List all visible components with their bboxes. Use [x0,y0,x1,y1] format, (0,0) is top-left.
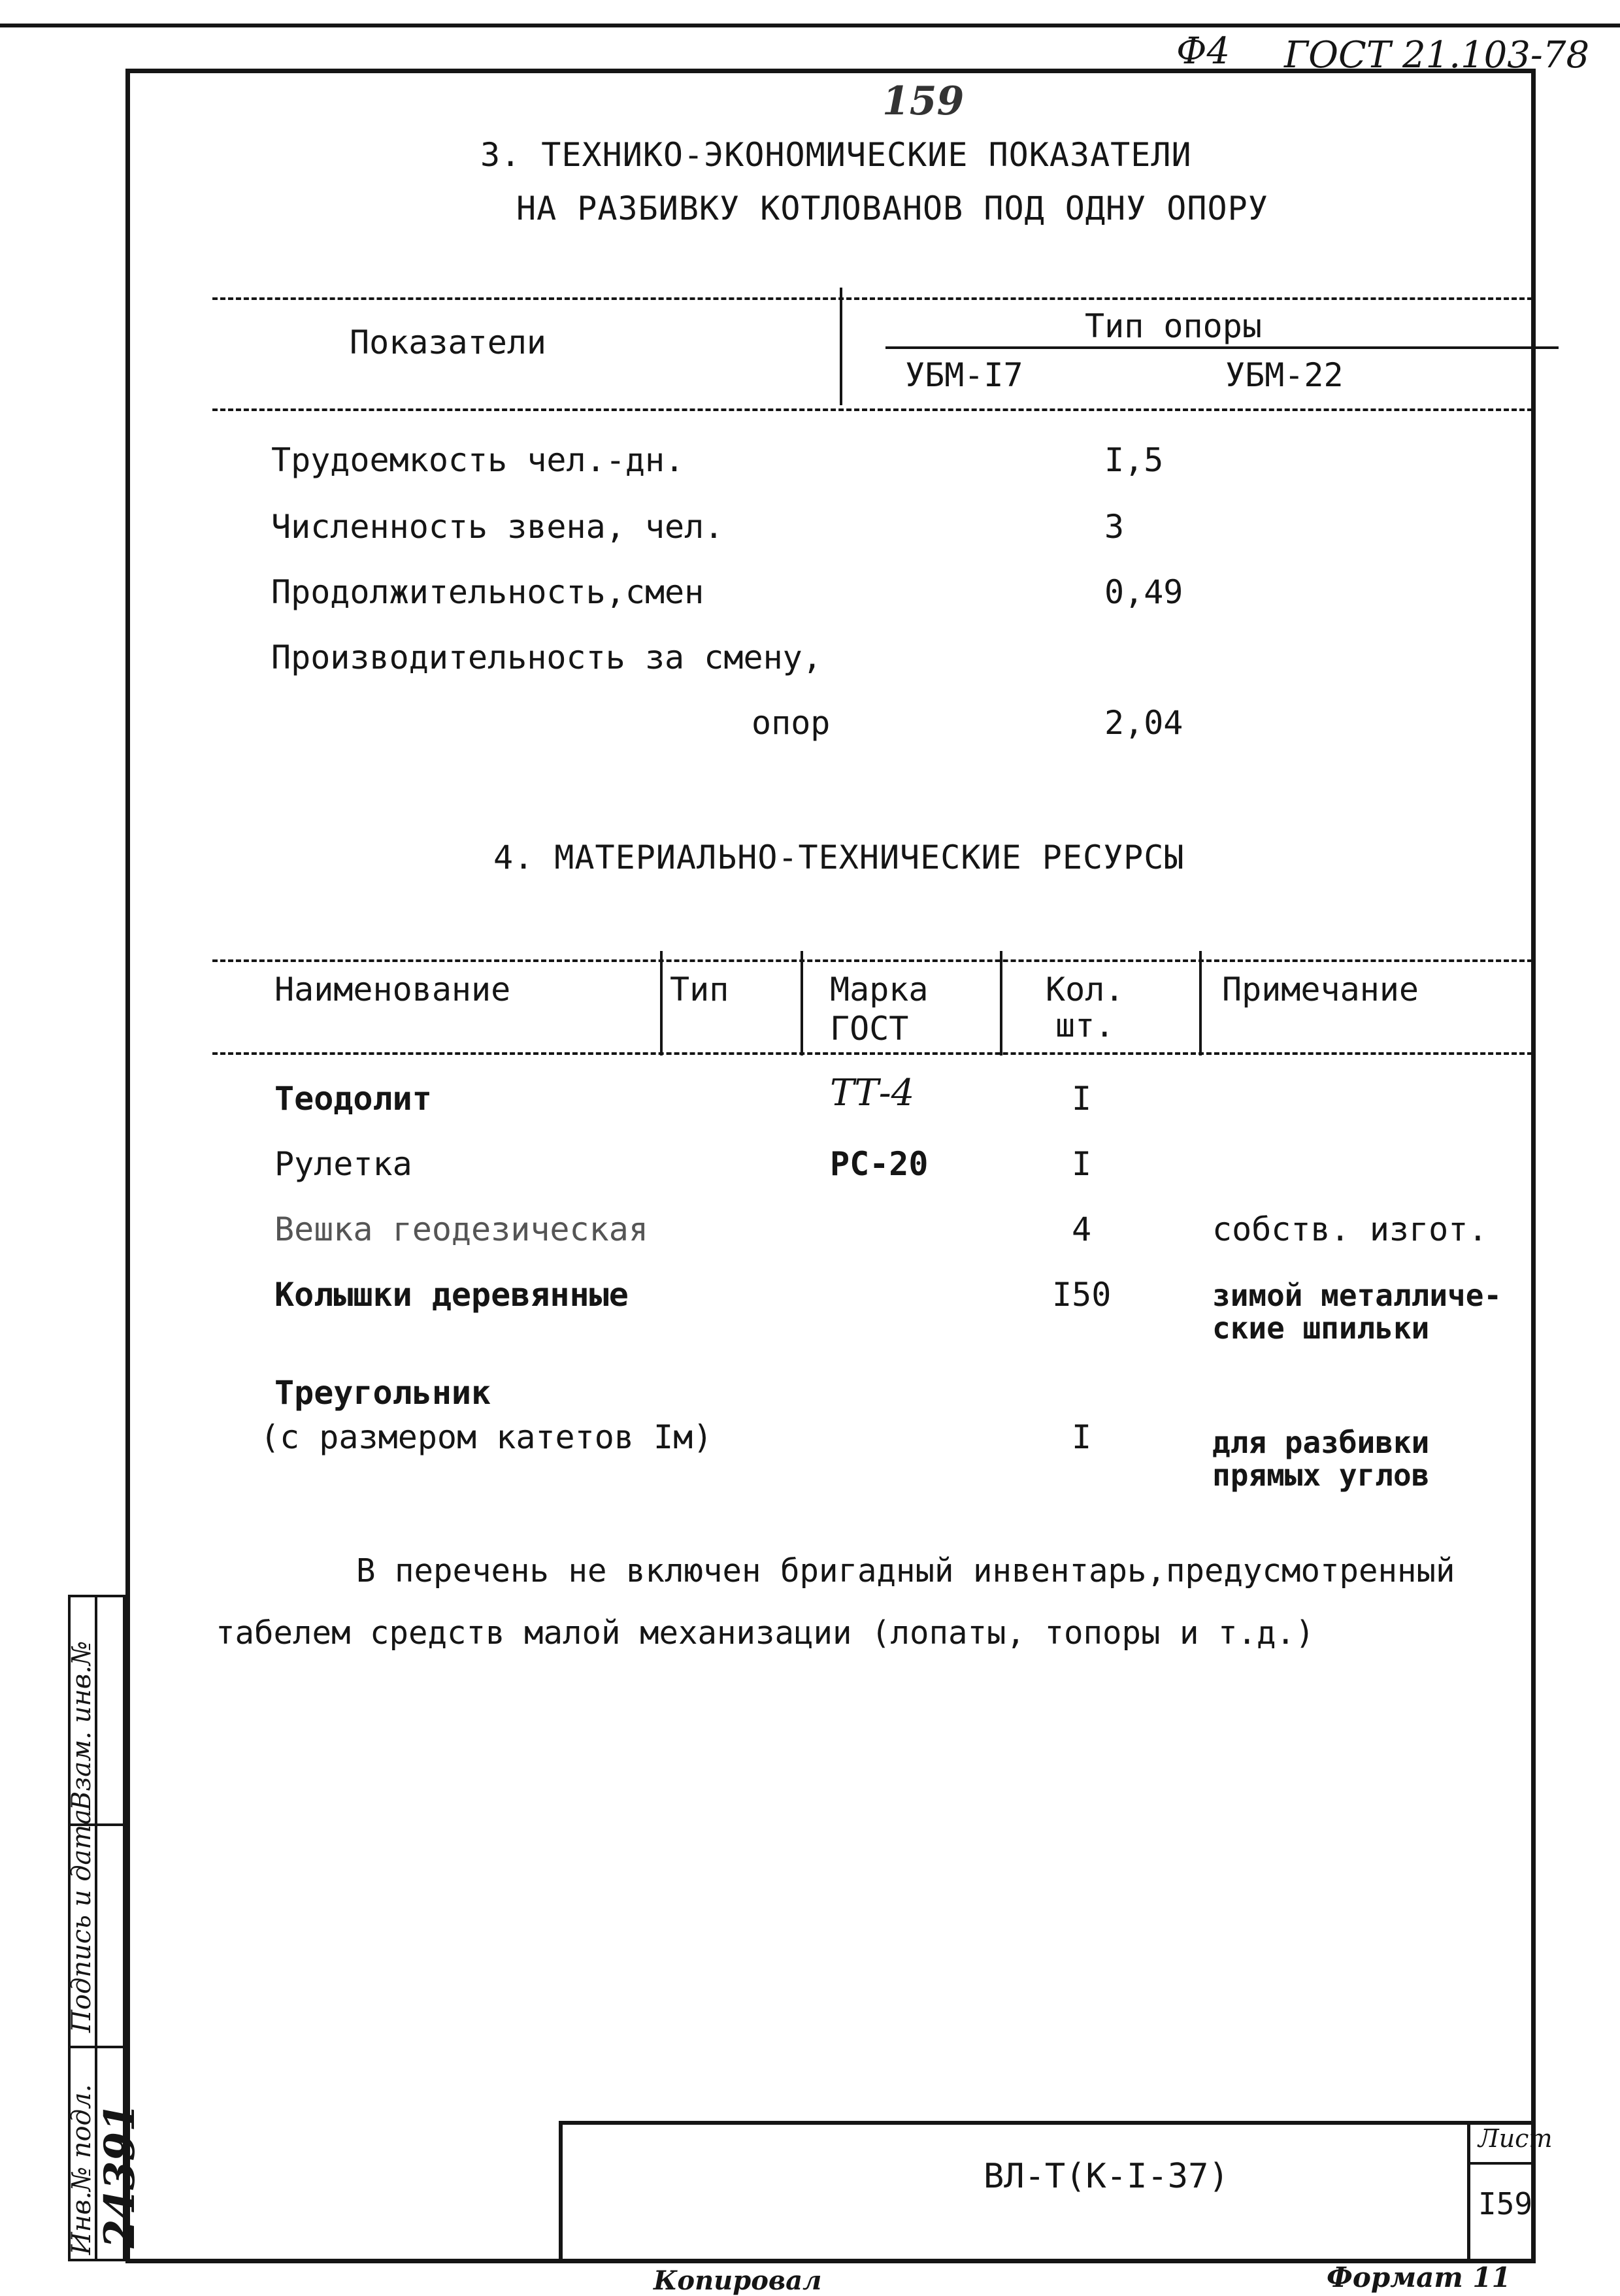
item-tape-name: Рулетка [274,1145,412,1183]
row-labor-value: I,5 [1104,441,1164,479]
header-indicators: Показатели [350,324,547,361]
top-rule [0,24,1620,27]
column-divider [660,951,663,1056]
row-output-value: 2,04 [1104,704,1183,742]
sidebar-inv-number: 24391 [95,2103,144,2248]
subheader-rule [885,346,1559,349]
header-support-type: Тип опоры [1085,307,1262,345]
header-type: Тип [670,971,729,1008]
sheet-box-divider [1467,2162,1531,2165]
footnote-line1: В перечень не включен бригадный инвентарь,предусмотренный [356,1552,1455,1589]
sheet-code: Ф4 [1176,30,1231,73]
column-divider [801,951,803,1056]
column-divider [1199,951,1202,1056]
format-label: Формат 11 [1327,2261,1511,2293]
table-top-rule [212,959,1532,962]
item-pegs-note-2: ские шпильки [1212,1310,1430,1346]
item-pegs-name: Колышки деревянные [274,1276,629,1314]
row-labor-name: Трудоемкость чел.-дн. [271,441,685,479]
item-tape-qty: I [1072,1145,1092,1183]
page-stamp: 159 [882,78,965,124]
section3-title-line2: НА РАЗБИВКУ КОТЛОВАНОВ ПОД ОДНУ ОПОРУ [516,190,1268,227]
frame-right [1531,69,1536,2263]
column-divider [840,288,842,405]
item-square-note: для разбивки [1212,1425,1430,1460]
item-pole-name: Вешка геодезическая [274,1210,648,1248]
item-pole-qty: 4 [1072,1210,1092,1248]
header-name: Наименование [274,971,511,1008]
row-duration-name: Продолжительность,смен [271,573,704,611]
item-pegs-note: зимой металличе- [1212,1278,1502,1313]
row-output-name: Производительность за смену, [271,639,822,676]
footnote-line2: табелем средств малой механизации (лопаты, топоры и т.д.) [216,1614,1315,1652]
sidebar-replaces-label: Взам. инв.№ [67,1640,97,1810]
item-theodolite-mark: ТТ-4 [830,1072,915,1114]
item-square-qty: I [1072,1418,1092,1456]
item-pole-note: собств. изгот. [1212,1210,1488,1248]
sheet-number: I59 [1478,2186,1533,2221]
row-output-unit: опор [752,704,831,742]
sidebar-sign-date-label: Подпись и дата [67,1808,97,2033]
row-crew-name: Численность звена, чел. [271,508,724,546]
table-header-rule [212,1052,1532,1055]
header-type-ubm17: УБМ-I7 [905,356,1023,394]
document-code: ВЛ-Т(К-I-37) [984,2157,1229,2196]
item-square-note-2: прямых углов [1212,1457,1430,1493]
header-mark: Марка [830,971,929,1008]
header-mark-gost: ГОСТ [830,1010,909,1048]
frame-left [125,71,130,2263]
copied-label: Копировал [653,2265,822,2296]
table-top-rule [212,297,1532,300]
frame-bottom [125,2259,1536,2263]
item-pegs-qty: I50 [1052,1276,1112,1314]
header-qty-unit: шт. [1055,1007,1115,1044]
header-note: Примечание [1222,971,1419,1008]
section4-title: 4. МАТЕРИАЛЬНО-ТЕХНИЧЕСКИЕ РЕСУРСЫ [493,839,1185,876]
table-header-rule [212,408,1532,411]
column-divider [1000,951,1002,1056]
row-duration-value: 0,49 [1104,573,1183,611]
sidebar-inv-orig-label: Инв.№ подл. [67,2084,97,2255]
item-square-name-2: (с размером катетов Iм) [260,1418,713,1456]
section3-title-line1: 3. ТЕХНИКО-ЭКОНОМИЧЕСКИЕ ПОКАЗАТЕЛИ [480,136,1192,174]
item-theodolite-name: Теодолит [274,1080,432,1118]
sheet-label: Лист [1478,2124,1553,2153]
item-theodolite-qty: I [1072,1080,1092,1118]
header-type-ubm22: УБМ-22 [1225,356,1344,394]
item-square-name: Треугольник [274,1374,491,1412]
item-tape-mark: РС-20 [830,1145,929,1183]
standard-number: ГОСТ 21.103-78 [1284,34,1590,76]
row-crew-value: 3 [1104,508,1125,546]
header-qty: Кол. [1046,971,1125,1008]
